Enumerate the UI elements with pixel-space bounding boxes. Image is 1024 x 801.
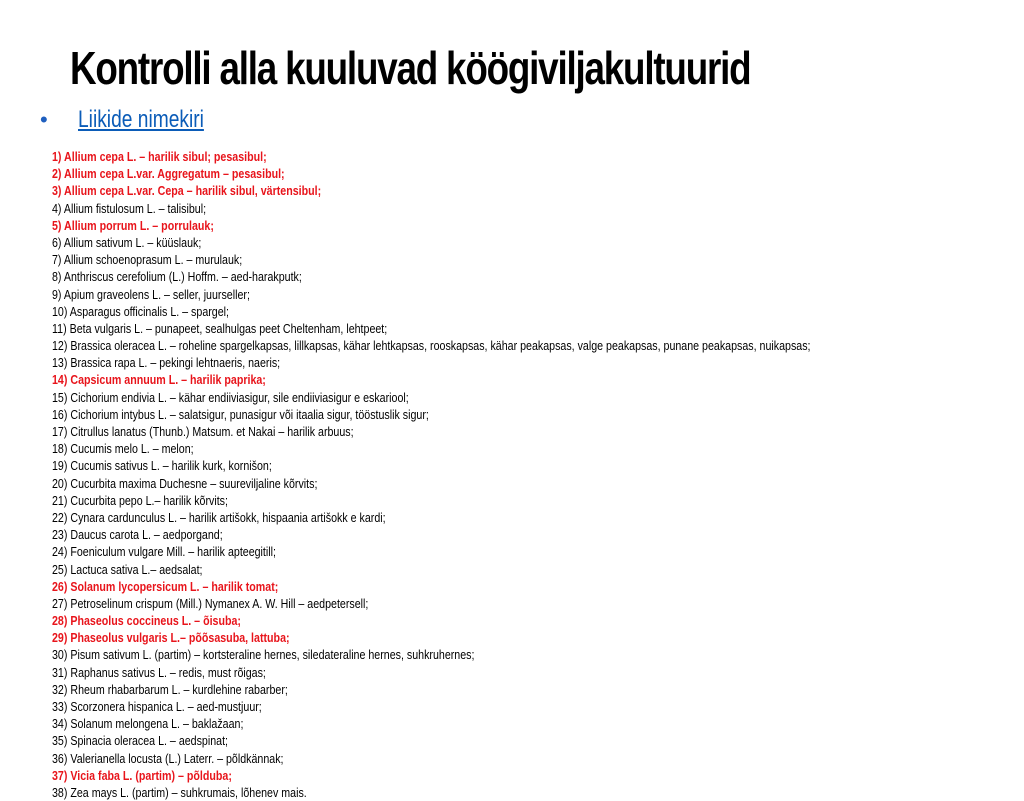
species-list-item: 32) Rheum rhabarbarum L. – kurdlehine rabarber; (52, 681, 288, 697)
species-list-item: 17) Citrullus lanatus (Thunb.) Matsum. et Nakai – harilik arbuus; (52, 424, 354, 439)
species-list-item: 19) Cucumis sativus L. – harilik kurk, kornišon; (52, 458, 272, 474)
species-list-item: 29) Phaseolus vulgaris L.– põõsasuba, lattuba; (52, 630, 290, 646)
species-list-item: 3) Allium cepa L.var. Cepa – harilik sibul, värtensibul; (52, 183, 322, 199)
species-list-item: 28) Phaseolus coccineus L. – õisuba; (52, 613, 241, 629)
species-list-item: 33) Scorzonera hispanica L. – aed-mustjuur; (52, 699, 262, 714)
bullet-item (40, 106, 235, 134)
species-list-item: 7) Allium schoenoprasum L. – murulauk; (52, 252, 243, 268)
species-list (52, 148, 977, 801)
species-list-item: 14) Capsicum annuum L. – harilik paprika; (52, 372, 266, 388)
page-title: Kontrolli alla kuuluvad köögiviljakultuurid (70, 42, 751, 94)
species-list-item: 11) Beta vulgaris L. – punapeet, sealhulgas peet Cheltenham, lehtpeet; (52, 320, 388, 336)
species-list-item: 38) Zea mays L. (partim) – suhkrumais, lõhenev mais. (52, 784, 307, 800)
species-list-item: 23) Daucus carota L. – aedporgand; (52, 527, 223, 543)
species-list-item: 36) Valerianella locusta (L.) Laterr. – põldkännak; (52, 750, 284, 766)
species-list-item: 13) Brassica rapa L. – pekingi lehtnaeris, naeris; (52, 355, 281, 371)
bullet-icon: • (40, 107, 48, 132)
species-list-item: 26) Solanum lycopersicum L. – harilik tomat; (52, 578, 279, 594)
species-list-item: 8) Anthriscus cerefolium (L.) Hoffm. – aed-harakputk; (52, 269, 302, 285)
species-list-item: 6) Allium sativum L. – küüslauk; (52, 234, 202, 250)
species-list-item: 25) Lactuca sativa L.– aedsalat; (52, 561, 203, 577)
species-list-link[interactable]: Liikide nimekiri (78, 106, 204, 133)
species-list-item: 1) Allium cepa L. – harilik sibul; pesasibul; (52, 149, 267, 164)
species-list-item: 37) Vicia faba L. (partim) – põlduba; (52, 767, 232, 783)
species-list-item: 12) Brassica oleracea L. – roheline spargelkapsas, lillkapsas, kähar lehtkapsas, rooskapsas, kähar peakapsas, valge peakapsas, punane peakapsas, nuikapsas; (52, 338, 811, 354)
species-list-item: 31) Raphanus sativus L. – redis, must rõigas; (52, 664, 266, 680)
species-list-item: 16) Cichorium intybus L. – salatsigur, punasigur või itaalia sigur, tööstuslik sigur; (52, 406, 429, 422)
species-list-item: 35) Spinacia oleracea L. – aedspinat; (52, 733, 229, 749)
species-list-item: 9) Apium graveolens L. – seller, juurseller; (52, 286, 250, 302)
species-list-item: 22) Cynara cardunculus L. – harilik artišokk, hispaania artišokk e kardi; (52, 509, 386, 525)
species-list-item: 15) Cichorium endivia L. – kähar endiiviasigur, sile endiiviasigur e eskariool; (52, 389, 409, 405)
species-list-item: 30) Pisum sativum L. (partim) – kortsteraline hernes, siledateraline hernes, suhkruhernes; (52, 647, 475, 663)
species-list-item: 5) Allium porrum L. – porrulauk; (52, 217, 214, 233)
species-list-item: 34) Solanum melongena L. – baklažaan; (52, 716, 244, 732)
species-list-item: 21) Cucurbita pepo L.– harilik kõrvits; (52, 492, 228, 508)
species-list-item: 27) Petroselinum crispum (Mill.) Nymanex A. W. Hill – aedpetersell; (52, 595, 369, 611)
species-list-item: 10) Asparagus officinalis L. – spargel; (52, 303, 229, 319)
species-list-item: 2) Allium cepa L.var. Aggregatum – pesasibul; (52, 166, 285, 182)
species-list-item: 20) Cucurbita maxima Duchesne – suureviljaline kõrvits; (52, 475, 318, 491)
species-list-item: 18) Cucumis melo L. – melon; (52, 441, 194, 457)
species-list-item: 4) Allium fistulosum L. – talisibul; (52, 200, 207, 216)
species-list-item: 24) Foeniculum vulgare Mill. – harilik apteegitill; (52, 544, 276, 560)
